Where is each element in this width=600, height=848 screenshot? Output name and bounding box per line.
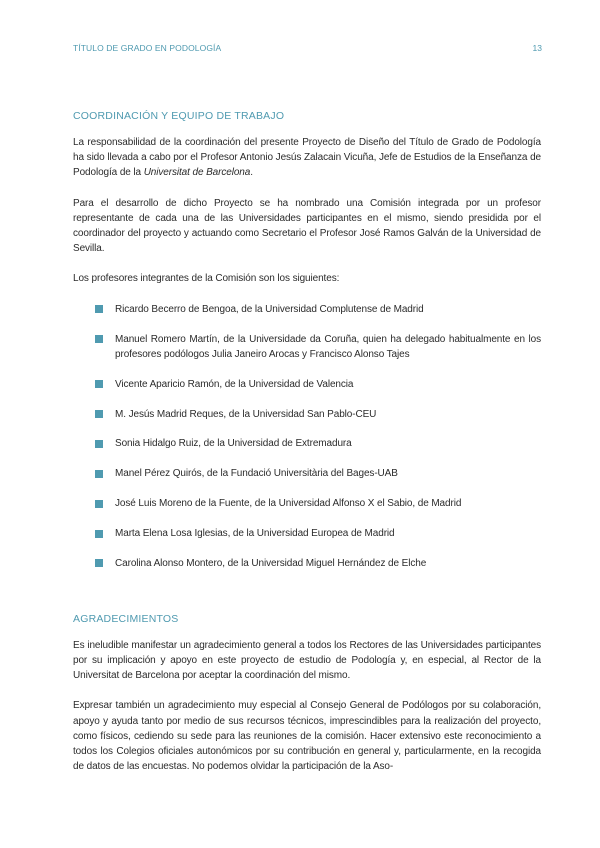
list-item [73,556,541,571]
paragraph-italic: Universitat de Barcelona [143,167,251,179]
paragraph: Para el desarrollo de dicho Proyecto se ha nombrado una Comisión integrada por un profesor representante de cada una de las Universidades participantes en el mismo, siendo presidida por el coordinador del proyecto y actuando como Secretario el Profesor José Ramos Galván de la Universidad de Sevilla. [73,197,541,255]
square-bullet-icon [95,530,103,538]
paragraph: Expresar también un agradecimiento muy especial al Consejo General de Podólogos por su colaboración, apoyo y ayuda tanto por medio de sus recursos técnicos, imprescindibles para la realización del proyecto, como físicos, cediendo su sede para las reuniones de la comisión. Hacer extensivo este reconocimiento a todos los Colegios oficiales autonómicos por su contribución en general y, particularmente, en la recogida de datos de las encuestas. No podemos olvidar la participación de la Aso- [73,700,541,773]
running-header [73,43,542,55]
paragraph-text: La responsabilidad de la coordinación del presente Proyecto de Diseño del Título de Grado de Podología ha sido llevada a cabo por el Profesor Antonio Jesús Zalacain Vicuña, Jefe de Estudios de la Enseñanza de Podología de la [73,137,541,179]
section-heading-coordination: COORDINACIÓN Y EQUIPO DE TRABAJO [73,110,285,122]
list-item-text: Manuel Romero Martín, de la Universidade da Coruña, quien ha delegado habitualmente en los profesores podólogos Julia Janeiro Arocas y Francisco Alonso Tajes [115,333,541,360]
page-content [73,110,541,774]
members-list [73,302,541,572]
list-item-text: Sonia Hidalgo Ruiz, de la Universidad de Extremadura [115,438,352,450]
square-bullet-icon [95,335,103,343]
list-item-text: Manel Pérez Quirós, de la Fundació Universitària del Bages-UAB [115,468,398,480]
square-bullet-icon [95,500,103,508]
square-bullet-icon [95,410,103,418]
list-item-text: Marta Elena Losa Iglesias, de la Universidad Europea de Madrid [115,528,395,540]
paragraph: Es ineludible manifestar un agradecimiento general a todos los Rectores de las Universidades participantes por su implicación y apoyo en este proyecto de estudio de Podología y, en especial, al Rector de la Universitat de Barcelona por aceptar la coordinación del mismo. [73,639,541,682]
square-bullet-icon [95,305,103,313]
list-item [73,407,541,422]
square-bullet-icon [95,470,103,478]
page-number: 13 [532,43,542,53]
list-item-text: Carolina Alonso Montero, de la Universidad Miguel Hernández de Elche [115,557,427,569]
paragraph: Los profesores integrantes de la Comisión son los siguientes: [73,273,340,285]
paragraph [73,135,541,181]
square-bullet-icon [95,380,103,388]
list-item [73,377,541,392]
list-item [73,302,541,317]
list-item [73,332,541,362]
section-heading-acknowledgements: AGRADECIMIENTOS [73,612,179,625]
header-title: TÍTULO DE GRADO EN PODOLOGÍA [73,43,222,53]
list-item-text: Ricardo Becerro de Bengoa, de la Universidad Complutense de Madrid [115,303,424,315]
list-item [73,466,541,481]
list-item [73,526,541,541]
list-item-text: José Luis Moreno de la Fuente, de la Universidad Alfonso X el Sabio, de Madrid [115,498,462,510]
paragraph-end: . [250,167,253,179]
list-item-text: M. Jesús Madrid Reques, de la Universidad San Pablo-CEU [115,408,377,420]
square-bullet-icon [95,440,103,448]
list-item [73,436,541,451]
list-item-text: Vicente Aparicio Ramón, de la Universidad de Valencia [115,378,354,390]
list-item [73,496,541,511]
square-bullet-icon [95,559,103,567]
